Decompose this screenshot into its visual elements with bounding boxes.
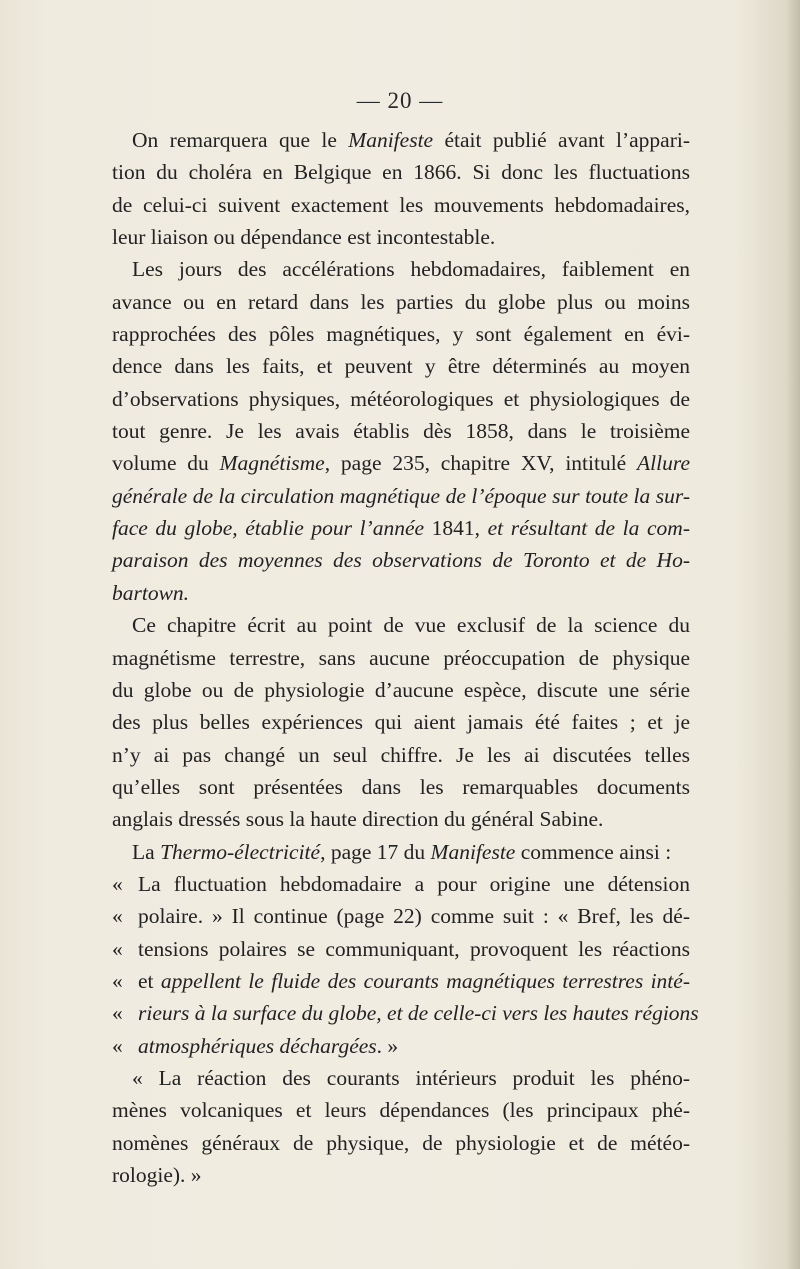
body-text [112, 124, 699, 1191]
text-line [112, 383, 690, 415]
text-segment: avance ou en retard dans les parties du globe plus ou moins [112, 289, 690, 314]
italic-text: atmosphériques déchargées [138, 1033, 377, 1058]
quote-mark: « [112, 904, 123, 929]
text-line [112, 609, 690, 641]
text-segment: Ce chapitre écrit au point de vue exclusif de la science du [132, 613, 690, 638]
text-line [112, 1094, 690, 1126]
text-line [112, 512, 690, 544]
text-line [112, 1127, 690, 1159]
text-segment: tion du choléra en Belgique en 1866. Si donc les fluctuations [112, 160, 690, 185]
italic-text: Magnétisme [219, 451, 325, 476]
text-segment: leur liaison ou dépendance est incontestable. [112, 225, 496, 250]
text-segment: du globe ou de physiologie d’aucune espèce, discute une série [112, 677, 690, 702]
text-line [112, 642, 690, 674]
italic-text: face du globe, établie pour l’année [112, 516, 425, 541]
text-line [112, 836, 690, 868]
text-line [112, 156, 690, 188]
italic-text: bartown. [112, 580, 190, 605]
italic-text: appellent le fluide des courants magnétiques terrestres inté- [160, 968, 690, 993]
text-segment: était publié avant l’appari- [433, 128, 690, 152]
text-segment: tensions polaires se communiquant, provoquent les réactions [138, 936, 690, 961]
text-segment: de celui-ci suivent exactement les mouvements hebdomadaires, [112, 192, 690, 217]
text-segment: magnétisme terrestre, sans aucune préoccupation de physique [112, 645, 690, 670]
text-line [112, 318, 690, 350]
text-line [112, 124, 690, 156]
text-line [112, 674, 690, 706]
page-number: — 20 — [356, 88, 444, 113]
text-line [112, 965, 690, 997]
text-segment: et [138, 968, 161, 993]
quote-mark: « [112, 871, 123, 896]
text-segment: polaire. » Il continue (page 22) comme suit : « Bref, les dé- [138, 904, 690, 929]
text-segment: , page 235, chapitre XV, intitulé [324, 451, 638, 476]
text-line [112, 706, 690, 738]
quote-mark: « [112, 1001, 123, 1026]
text-segment: anglais dressés sous la haute direction du général Sabine. [112, 807, 604, 832]
text-line [112, 415, 690, 447]
text-line [112, 997, 699, 1029]
text-segment: . » [376, 1033, 399, 1058]
italic-text: Manifeste [430, 839, 516, 864]
quote-mark: « [112, 968, 123, 993]
italic-text: paraison des moyennes des observations de Toronto et de Ho- [112, 548, 690, 573]
text-segment: Les jours des accélérations hebdomadaires, faiblement en [132, 257, 690, 282]
text-line [112, 868, 690, 900]
text-segment: d’observations physiques, météorologiques et physiologiques de [112, 386, 690, 411]
text-line [112, 771, 690, 803]
text-line [112, 253, 690, 285]
text-line [112, 189, 690, 221]
italic-text: Allure [637, 451, 690, 476]
text-segment: qu’elles sont présentées dans les remarquables documents [112, 774, 690, 799]
text-line [112, 1062, 690, 1094]
italic-text: Thermo-électricité [160, 839, 321, 864]
quote-mark: « [112, 936, 123, 961]
italic-text: Manifeste [348, 128, 434, 152]
text-line [112, 447, 690, 479]
text-segment: volume du [112, 451, 220, 476]
text-segment: tout genre. Je les avais établis dès 1858, dans le troisième [112, 419, 690, 444]
text-segment: La fluctuation hebdomadaire a pour origine une détension [138, 871, 690, 896]
text-segment: rapprochées des pôles magnétiques, y sont également en évi- [112, 322, 690, 347]
text-segment: nomènes généraux de physique, de physiologie et de météo- [112, 1130, 690, 1155]
text-line [112, 286, 690, 318]
text-line [112, 739, 690, 771]
text-line [112, 480, 690, 512]
text-line [112, 803, 690, 835]
text-segment: des plus belles expériences qui aient jamais été faites ; et je [112, 710, 690, 735]
text-line [112, 1159, 690, 1191]
text-line [112, 1030, 690, 1062]
text-line [112, 900, 690, 932]
text-segment: La [132, 839, 161, 864]
text-segment: commence ainsi : [515, 839, 672, 864]
text-line [112, 933, 690, 965]
text-segment: n’y ai pas changé un seul chiffre. Je les ai discutées telles [112, 742, 690, 767]
text-segment: rologie). » [112, 1163, 202, 1187]
text-segment: 1841, [424, 516, 488, 541]
italic-text: et résultant de la com- [487, 516, 690, 541]
italic-text: rieurs à la surface du globe, et de celle-ci vers les hautes régions [138, 1001, 699, 1026]
text-segment: On remarquera que le [132, 128, 349, 152]
text-line [112, 577, 690, 609]
text-segment: mènes volcaniques et leurs dépendances (les principaux phé- [112, 1098, 690, 1123]
text-segment: « La réaction des courants intérieurs produit les phéno- [132, 1065, 690, 1090]
text-line [112, 544, 690, 576]
text-segment: dence dans les faits, et peuvent y être déterminés au moyen [112, 354, 690, 379]
italic-text: générale de la circulation magnétique de l’époque sur toute la sur- [112, 483, 690, 508]
text-line [112, 350, 690, 382]
page-edge-shadow [786, 0, 800, 1269]
quote-mark: « [112, 1033, 123, 1058]
text-segment: , page 17 du [320, 839, 431, 864]
text-line [112, 221, 690, 253]
